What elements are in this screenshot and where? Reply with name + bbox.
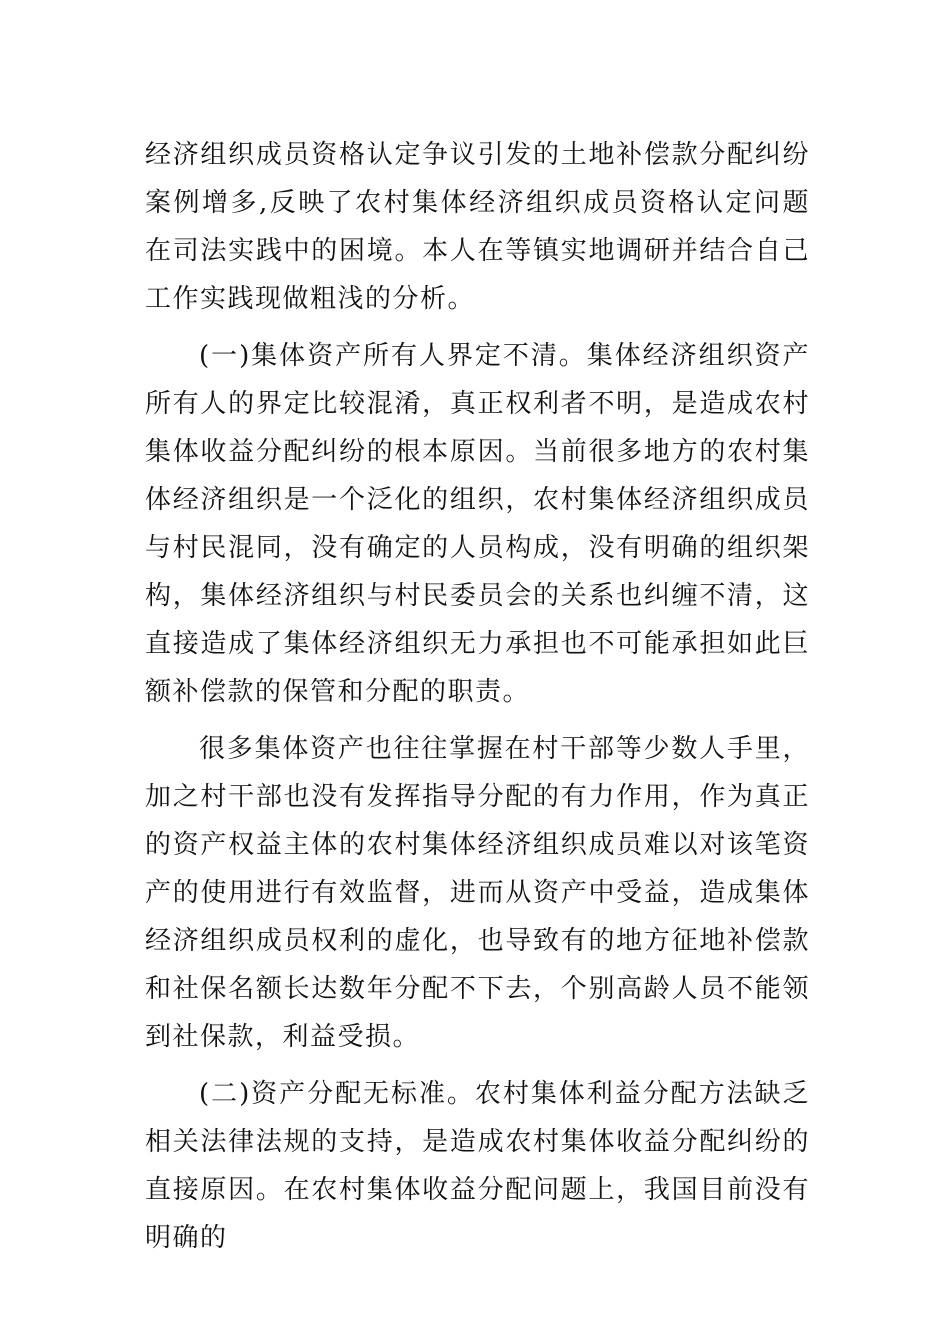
- paragraph-2: (一)集体资产所有人界定不清。集体经济组织资产所有人的界定比较混淆，真正权利者不明，是造成农村集体收益分配纠纷的根本原因。当前很多地方的农村集体经济组织是一个泛化的组织，农村集体经济组织成员与村民混同，没有确定的人员构成，没有明确的组织架构，集体经济组织与村民委员会的关系也纠缠不清，这直接造成了集体经济组织无力承担也不可能承担如此巨额补偿款的保管和分配的职责。: [145, 341, 810, 707]
- document-body: [145, 131, 810, 1271]
- paragraph-4: (二)资产分配无标准。农村集体利益分配方法缺乏相关法律法规的支持，是造成农村集体收益分配纠纷的直接原因。在农村集体收益分配问题上，我国目前没有明确的: [145, 1079, 810, 1253]
- paragraph-1: 经济组织成员资格认定争议引发的土地补偿款分配纠纷案例增多,反映了农村集体经济组织成员资格认定问题在司法实践中的困境。本人在等镇实地调研并结合自己工作实践现做粗浅的分析。: [145, 140, 810, 314]
- paragraph-3: 很多集体资产也往往掌握在村干部等少数人手里，加之村干部也没有发挥指导分配的有力作用，作为真正的资产权益主体的农村集体经济组织成员难以对该笔资产的使用进行有效监督，进而从资产中受益，造成集体经济组织成员权利的虚化，也导致有的地方征地补偿款和社保名额长达数年分配不下去，个别高龄人员不能领到社保款，利益受损。: [145, 734, 810, 1052]
